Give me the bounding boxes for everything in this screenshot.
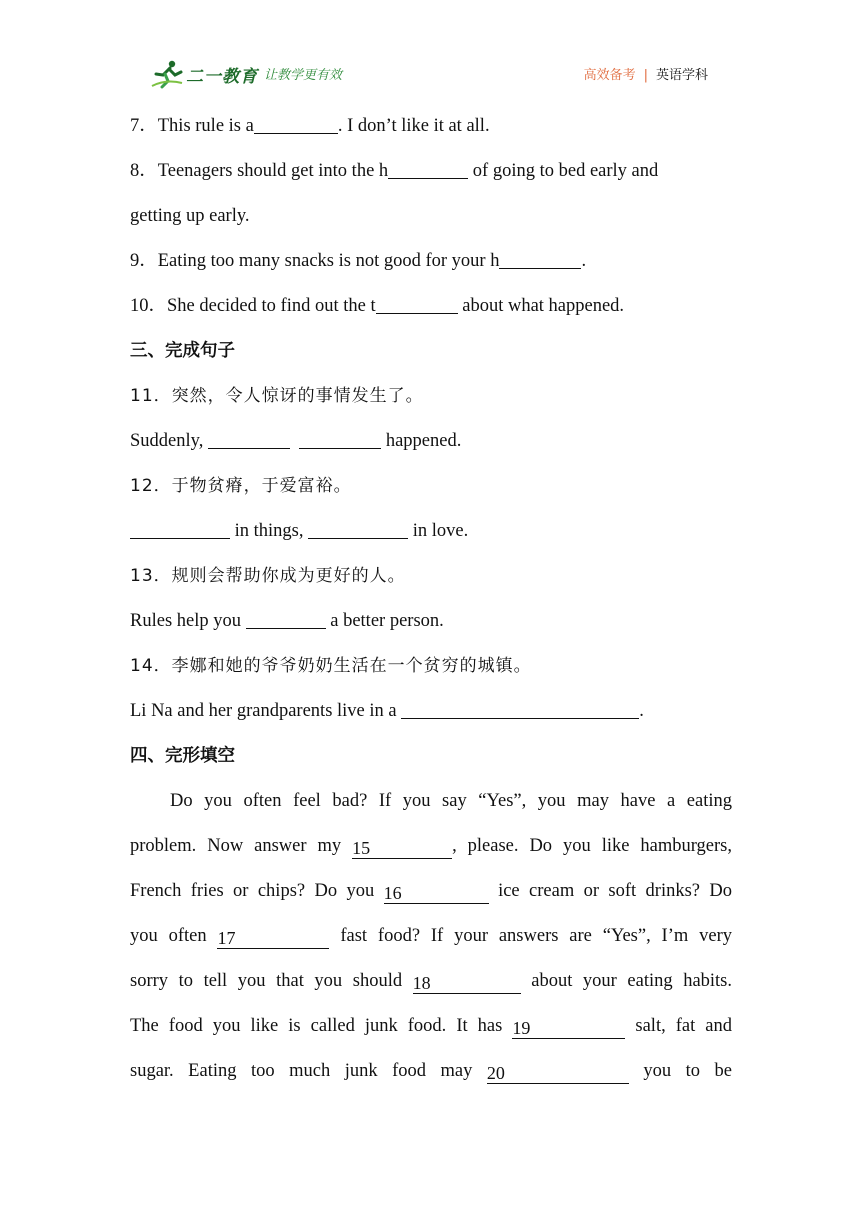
cloze-blank-17[interactable]: 17	[217, 929, 329, 949]
q14-text: Li Na and her grandparents live in a	[130, 701, 402, 721]
question-9	[130, 239, 732, 284]
q10-text-end: about what happened.	[462, 296, 625, 316]
answer-blank-11a[interactable]	[208, 429, 290, 449]
question-14	[130, 689, 732, 734]
header-tags	[584, 64, 708, 83]
passage-line-3	[130, 869, 732, 914]
slogan: 让教学更有效	[264, 68, 343, 83]
passage-text: The food you like is called junk food. It has	[130, 1016, 513, 1036]
cloze-blank-18[interactable]: 18	[413, 974, 521, 994]
question-13-chinese: 13．规则会帮助你成为更好的人。	[130, 566, 406, 586]
passage-line-7	[130, 1049, 732, 1094]
brand-logo	[150, 56, 258, 92]
answer-blank-13[interactable]	[246, 609, 326, 629]
q7-text: 7．This rule is a	[130, 116, 254, 136]
question-10	[130, 284, 732, 329]
passage-text: you to be	[643, 1061, 732, 1081]
passage-text: about your eating habits.	[531, 971, 733, 991]
passage-text: sorry to tell you that you should	[130, 971, 413, 991]
q9-text: 9．Eating too many snacks is not good for your h	[130, 251, 500, 271]
answer-blank-8[interactable]	[388, 159, 468, 179]
answer-blank-9[interactable]	[499, 249, 581, 269]
passage-text: sugar. Eating too much junk food may	[130, 1061, 487, 1081]
q14-text-end: .	[639, 701, 644, 721]
q8-text-end: of going to bed early and	[472, 161, 659, 181]
passage-text: fast food? If your answers are “Yes”, I’m very	[340, 926, 732, 946]
passage-text: , please. Do you like hamburgers,	[452, 836, 733, 856]
answer-blank-11b[interactable]	[299, 429, 381, 449]
q12-text: in things,	[234, 521, 309, 541]
cloze-blank-15[interactable]: 15	[352, 839, 452, 859]
question-11	[130, 419, 732, 464]
passage-text: you often	[130, 926, 218, 946]
passage-text: French fries or chips? Do you	[130, 881, 384, 901]
q12-text-end: in love.	[412, 521, 469, 541]
answer-blank-12a[interactable]	[130, 519, 230, 539]
passage-line-1: Do you often feel bad? If you say “Yes”, you may have a eating	[170, 791, 732, 811]
question-8-cont: getting up early.	[130, 206, 250, 226]
q8-text: 8．Teenagers should get into the h	[130, 161, 389, 181]
q13-text-end: a better person.	[330, 611, 444, 631]
question-12	[130, 509, 732, 554]
runner-logo-icon	[150, 59, 184, 89]
cloze-blank-19[interactable]: 19	[512, 1019, 625, 1039]
page-header	[150, 56, 710, 96]
passage-text: salt, fat and	[635, 1016, 732, 1036]
q11-text-end: happened.	[385, 431, 462, 451]
question-7	[130, 104, 732, 149]
section-title-cloze: 四、完形填空	[130, 746, 235, 766]
question-12-chinese: 12．于物贫瘠，于爱富裕。	[130, 476, 352, 496]
exam-tag: 高效备考	[583, 68, 636, 83]
q10-text: 10．She decided to find out the t	[130, 296, 376, 316]
question-11-chinese: 11．突然，令人惊讶的事情发生了。	[130, 386, 424, 406]
passage-line-5	[130, 959, 732, 1004]
subject-tag: 英语学科	[655, 68, 708, 83]
passage-line-2	[130, 824, 732, 869]
cloze-blank-16[interactable]: 16	[384, 884, 489, 904]
exercise-content	[130, 104, 732, 1094]
logo-text: 二一教育	[186, 66, 258, 87]
answer-blank-10[interactable]	[376, 294, 458, 314]
cloze-blank-20[interactable]: 20	[487, 1064, 629, 1084]
question-14-chinese: 14．李娜和她的爷爷奶奶生活在一个贫穷的城镇。	[130, 656, 532, 676]
passage-text: problem. Now answer my	[130, 836, 353, 856]
header-separator: |	[643, 68, 648, 83]
q11-text: Suddenly,	[130, 431, 208, 451]
answer-blank-7[interactable]	[254, 114, 338, 134]
answer-blank-12b[interactable]	[308, 519, 408, 539]
passage-text: ice cream or soft drinks? Do	[498, 881, 733, 901]
passage-line-4	[130, 914, 732, 959]
q9-text-end: .	[581, 251, 587, 271]
answer-blank-14[interactable]	[401, 699, 639, 719]
q7-text-end: . I don’t like it at all.	[337, 116, 490, 136]
section-title-sentences: 三、完成句子	[130, 341, 235, 361]
question-13	[130, 599, 732, 644]
question-8	[130, 149, 732, 194]
passage-line-6	[130, 1004, 732, 1049]
q13-text: Rules help you	[130, 611, 246, 631]
